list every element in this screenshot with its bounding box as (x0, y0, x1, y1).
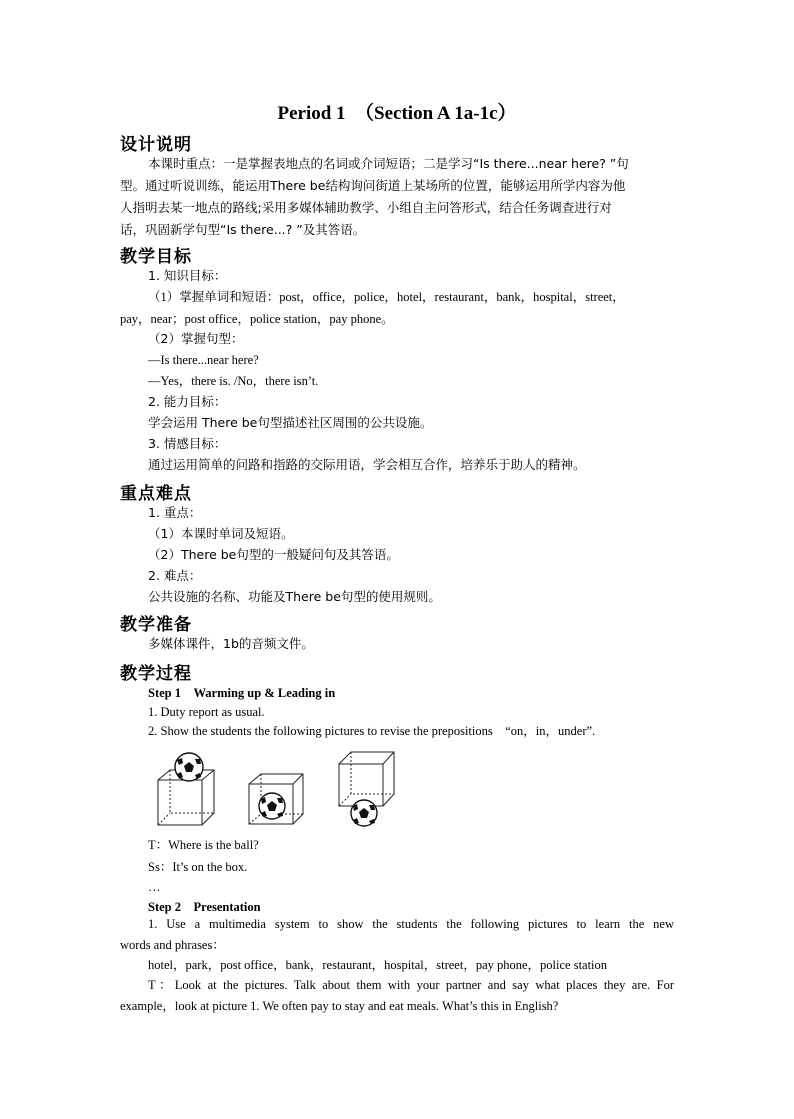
step1-title: Step 1 Warming up & Leading in (148, 686, 336, 700)
goals-line-9: 3. 情感目标： (148, 436, 227, 451)
prep-line-1: 多媒体课件，1b的音频文件。 (148, 636, 314, 651)
goals-line-3: pay，near；post office，police station，pay phone。 (120, 312, 394, 326)
keypoints-line-5: 公共设施的名称、功能及There be句型的使用规则。 (148, 589, 441, 604)
ball-on-box-figure (155, 752, 217, 830)
goals-line-7: 2. 能力目标： (148, 394, 227, 409)
keypoints-line-1: 1. 重点： (148, 505, 202, 520)
heading-process: 教学过程 (120, 664, 192, 684)
heading-prep: 教学准备 (120, 615, 192, 635)
goals-line-8: 学会运用 There be句型描述社区周围的公共设施。 (148, 415, 433, 430)
step1-line-2: 2. Show the students the following pictures to revise the prepositions “on，in，under”. (148, 724, 596, 738)
soccer-ball-icon (175, 753, 203, 781)
design-line-3: 人指明去某一地点的路线;采用多媒体辅助教学、小组自主问答形式，结合任务调查进行对 (120, 200, 612, 215)
goals-line-10: 通过运用简单的问路和指路的交际用语，学会相互合作，培养乐于助人的精神。 (148, 457, 586, 472)
design-line-1: 本课时重点：一是掌握表地点的名词或介词短语；二是学习“Is there...near here? ”句 (148, 156, 629, 171)
dialogue-line-1: T：Where is the ball? (148, 838, 259, 852)
dialogue-line-3: … (148, 880, 161, 894)
ball-under-box-figure (336, 748, 398, 828)
ball-in-box-figure (246, 770, 306, 828)
dialogue-line-2: Ss：It’s on the box. (148, 860, 248, 874)
heading-keypoints: 重点难点 (120, 484, 192, 504)
page-title: Period 1 （Section A 1a-1c） (277, 103, 517, 124)
keypoints-line-2: （1）本课时单词及短语。 (148, 526, 294, 541)
keypoints-line-4: 2. 难点： (148, 568, 202, 583)
step2-line-2: words and phrases： (120, 938, 225, 952)
step2-title: Step 2 Presentation (148, 900, 261, 914)
soccer-ball-icon (259, 793, 285, 819)
goals-line-5: —Is there...near here? (148, 353, 259, 367)
step2-line-4: T：Look at the pictures. Talk about them with your partner and say what places they are. For (148, 978, 674, 992)
soccer-ball-icon (351, 800, 377, 826)
design-line-4: 话，巩固新学句型“Is there...? ”及其答语。 (120, 222, 366, 237)
keypoints-line-3: （2）There be句型的一般疑问句及其答语。 (148, 547, 399, 562)
step2-line-1: 1. Use a multimedia system to show the students the following pictures to learn the new (148, 917, 674, 931)
goals-line-2: （1）掌握单词和短语：post，office，police，hotel，restaurant，bank，hospital，street， (148, 290, 625, 304)
goals-line-1: 1. 知识目标： (148, 268, 227, 283)
step1-line-1: 1. Duty report as usual. (148, 705, 265, 719)
heading-design: 设计说明 (120, 135, 192, 155)
step2-line-3: hotel，park，post office，bank，restaurant，hospital，street，pay phone，police station (148, 958, 608, 972)
heading-goals: 教学目标 (120, 247, 192, 267)
goals-line-4: （2）掌握句型： (148, 331, 244, 346)
design-line-2: 型。通过听说训练，能运用There be结构询问街道上某场所的位置，能够运用所学内容为他 (120, 178, 626, 193)
goals-line-6: —Yes，there is. /No，there isn’t. (148, 374, 319, 388)
step2-line-5: example，look at picture 1. We often pay to stay and eat meals. What’s this in English? (120, 999, 559, 1013)
